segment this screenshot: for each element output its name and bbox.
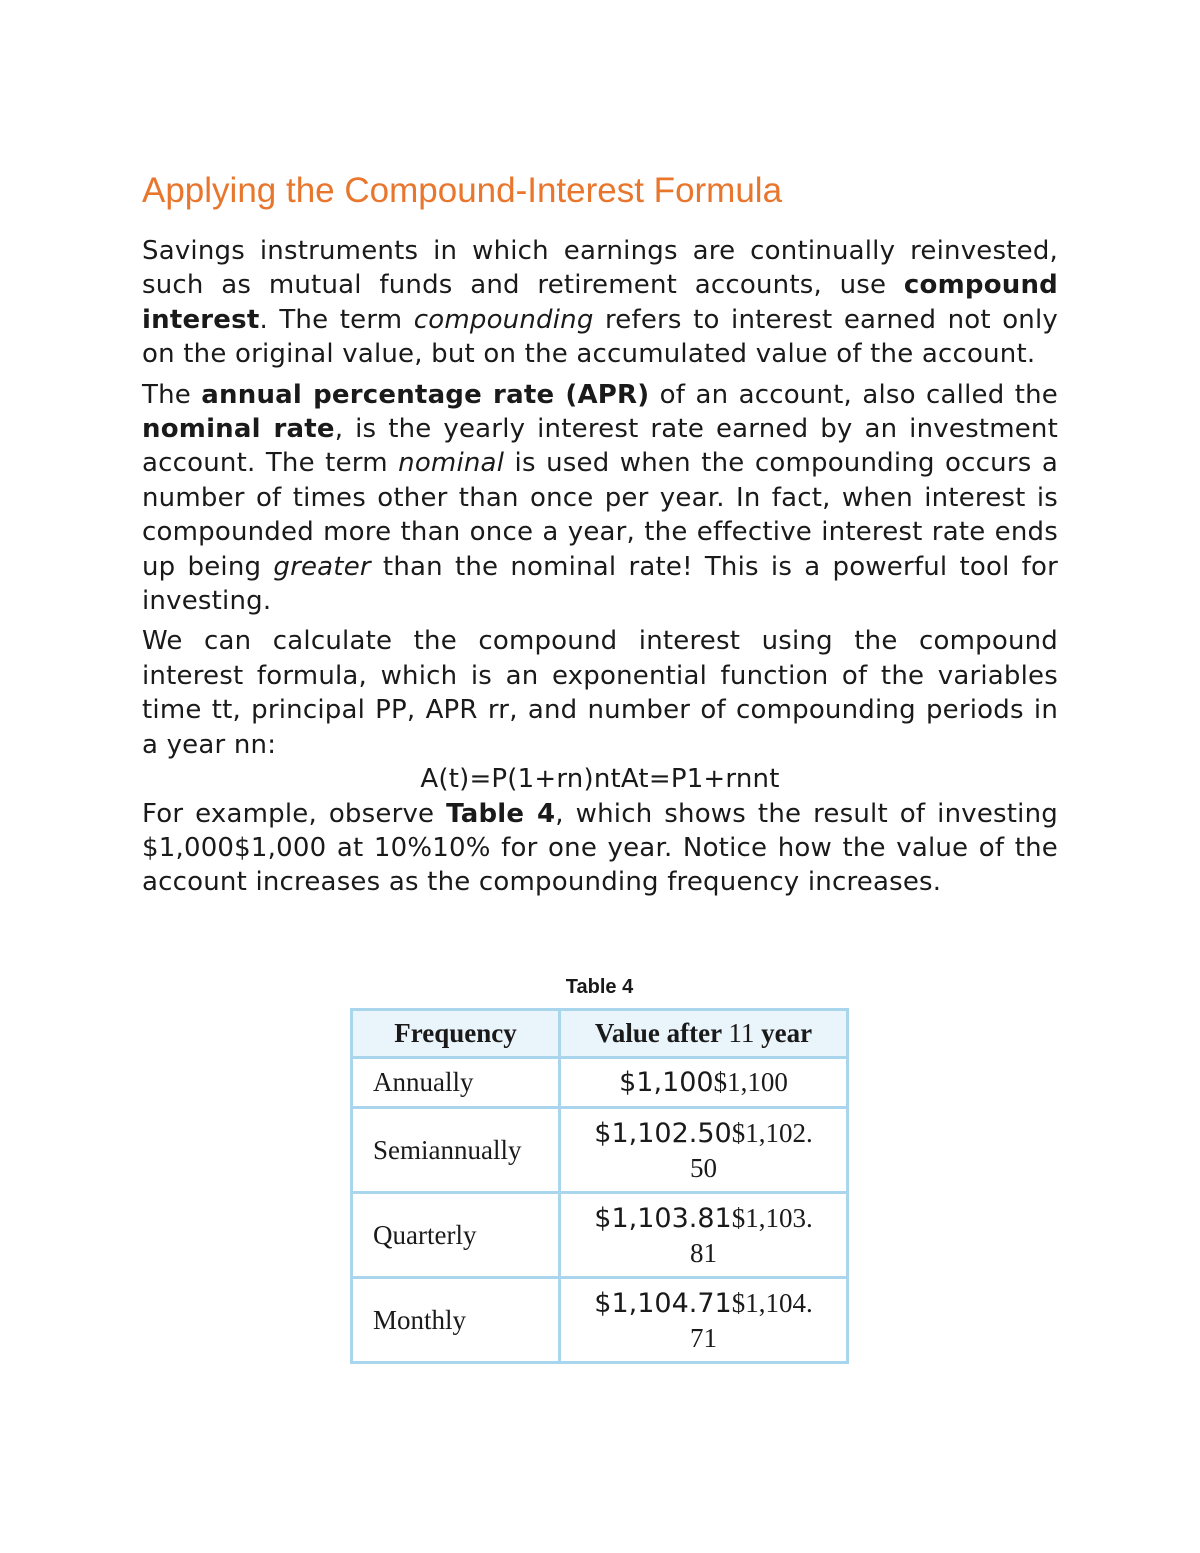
header-value-text: Value after: [594, 1018, 729, 1048]
header-value-number: 11: [728, 1018, 755, 1048]
value-cell: [560, 1193, 848, 1278]
compounding-table: [350, 1008, 849, 1364]
paragraph-compound-interest: [142, 234, 1058, 372]
text-run: . The term: [259, 304, 414, 335]
value-alt: $1,100: [713, 1067, 788, 1097]
term-compound-interest: compound interest: [142, 270, 1058, 335]
frequency-cell: Semiannually: [352, 1108, 560, 1193]
table-row: [352, 1108, 848, 1193]
term-apr: annual percentage rate (APR): [201, 379, 650, 410]
table-row: [352, 1058, 848, 1108]
value-alt-cont: 50: [690, 1152, 717, 1183]
value-main: $1,100: [619, 1067, 714, 1098]
value-alt: $1,103.: [731, 1202, 813, 1233]
term-nominal-rate: nominal rate: [142, 414, 335, 445]
table-row: [352, 1278, 848, 1363]
value-main: $1,103.81: [594, 1202, 732, 1234]
compound-interest-formula: A(t)=P(1+rn)ntAt=P1+rnnt: [420, 764, 780, 795]
text-run: For example, observe: [142, 798, 447, 829]
text-run: of an account, also called the: [649, 379, 1059, 410]
header-value: [560, 1010, 848, 1058]
text-run: The: [142, 379, 202, 410]
text-run: Savings instruments in which earnings are continually reinvested, such as mutual funds and retirement accounts, use: [142, 236, 1058, 301]
paragraph-example: [142, 797, 1058, 900]
paragraph-apr: [142, 378, 1058, 619]
term-greater: greater: [273, 551, 371, 582]
term-nominal: nominal: [398, 448, 505, 479]
document-page: [142, 170, 1058, 906]
term-compounding: compounding: [413, 304, 594, 335]
value-alt-cont: 71: [690, 1322, 717, 1353]
table-header-row: [352, 1010, 848, 1058]
value-alt: $1,102.: [731, 1117, 813, 1148]
paragraph-formula-intro: We can calculate the compound interest using the compound interest formula, which is an exponential function of the variables time tt, principal PP, APR rr, and number of compounding periods in a year nn:: [142, 626, 1058, 760]
text-run: is used when the compounding occurs a number of times other than once per year. In fact, when interest is compounded more than once a year, the effective interest rate ends up being: [142, 448, 1058, 582]
section-title: Applying the Compound-Interest Formula: [142, 171, 783, 210]
text-run: , is the yearly interest rate earned by an investment account. The term: [142, 414, 1059, 479]
value-alt-cont: 81: [690, 1237, 717, 1268]
value-main: $1,102.50: [594, 1117, 732, 1149]
header-frequency: Frequency: [352, 1010, 560, 1058]
table-row: [352, 1193, 848, 1278]
text-run: than the nominal rate! This is a powerful tool for investing.: [142, 551, 1058, 617]
value-cell: [560, 1058, 848, 1108]
frequency-cell: Annually: [352, 1058, 560, 1108]
header-value-suffix: year: [754, 1018, 813, 1048]
value-alt: $1,104.: [731, 1287, 813, 1318]
value-cell: [560, 1278, 848, 1363]
text-run: , which shows the result of investing $1,000$1,000 at 10%10% for one year. Notice how the value of the account increases as the compounding frequency increases.: [142, 798, 1058, 898]
value-cell: [560, 1108, 848, 1193]
table-caption: Table 4: [565, 976, 634, 998]
text-run: refers to interest earned not only on the original value, but on the accumulated value of the account.: [142, 304, 1059, 370]
value-main: $1,104.71: [594, 1287, 732, 1319]
frequency-cell: Monthly: [352, 1278, 560, 1363]
frequency-cell: Quarterly: [352, 1193, 560, 1278]
table-reference: Table 4: [446, 798, 556, 829]
